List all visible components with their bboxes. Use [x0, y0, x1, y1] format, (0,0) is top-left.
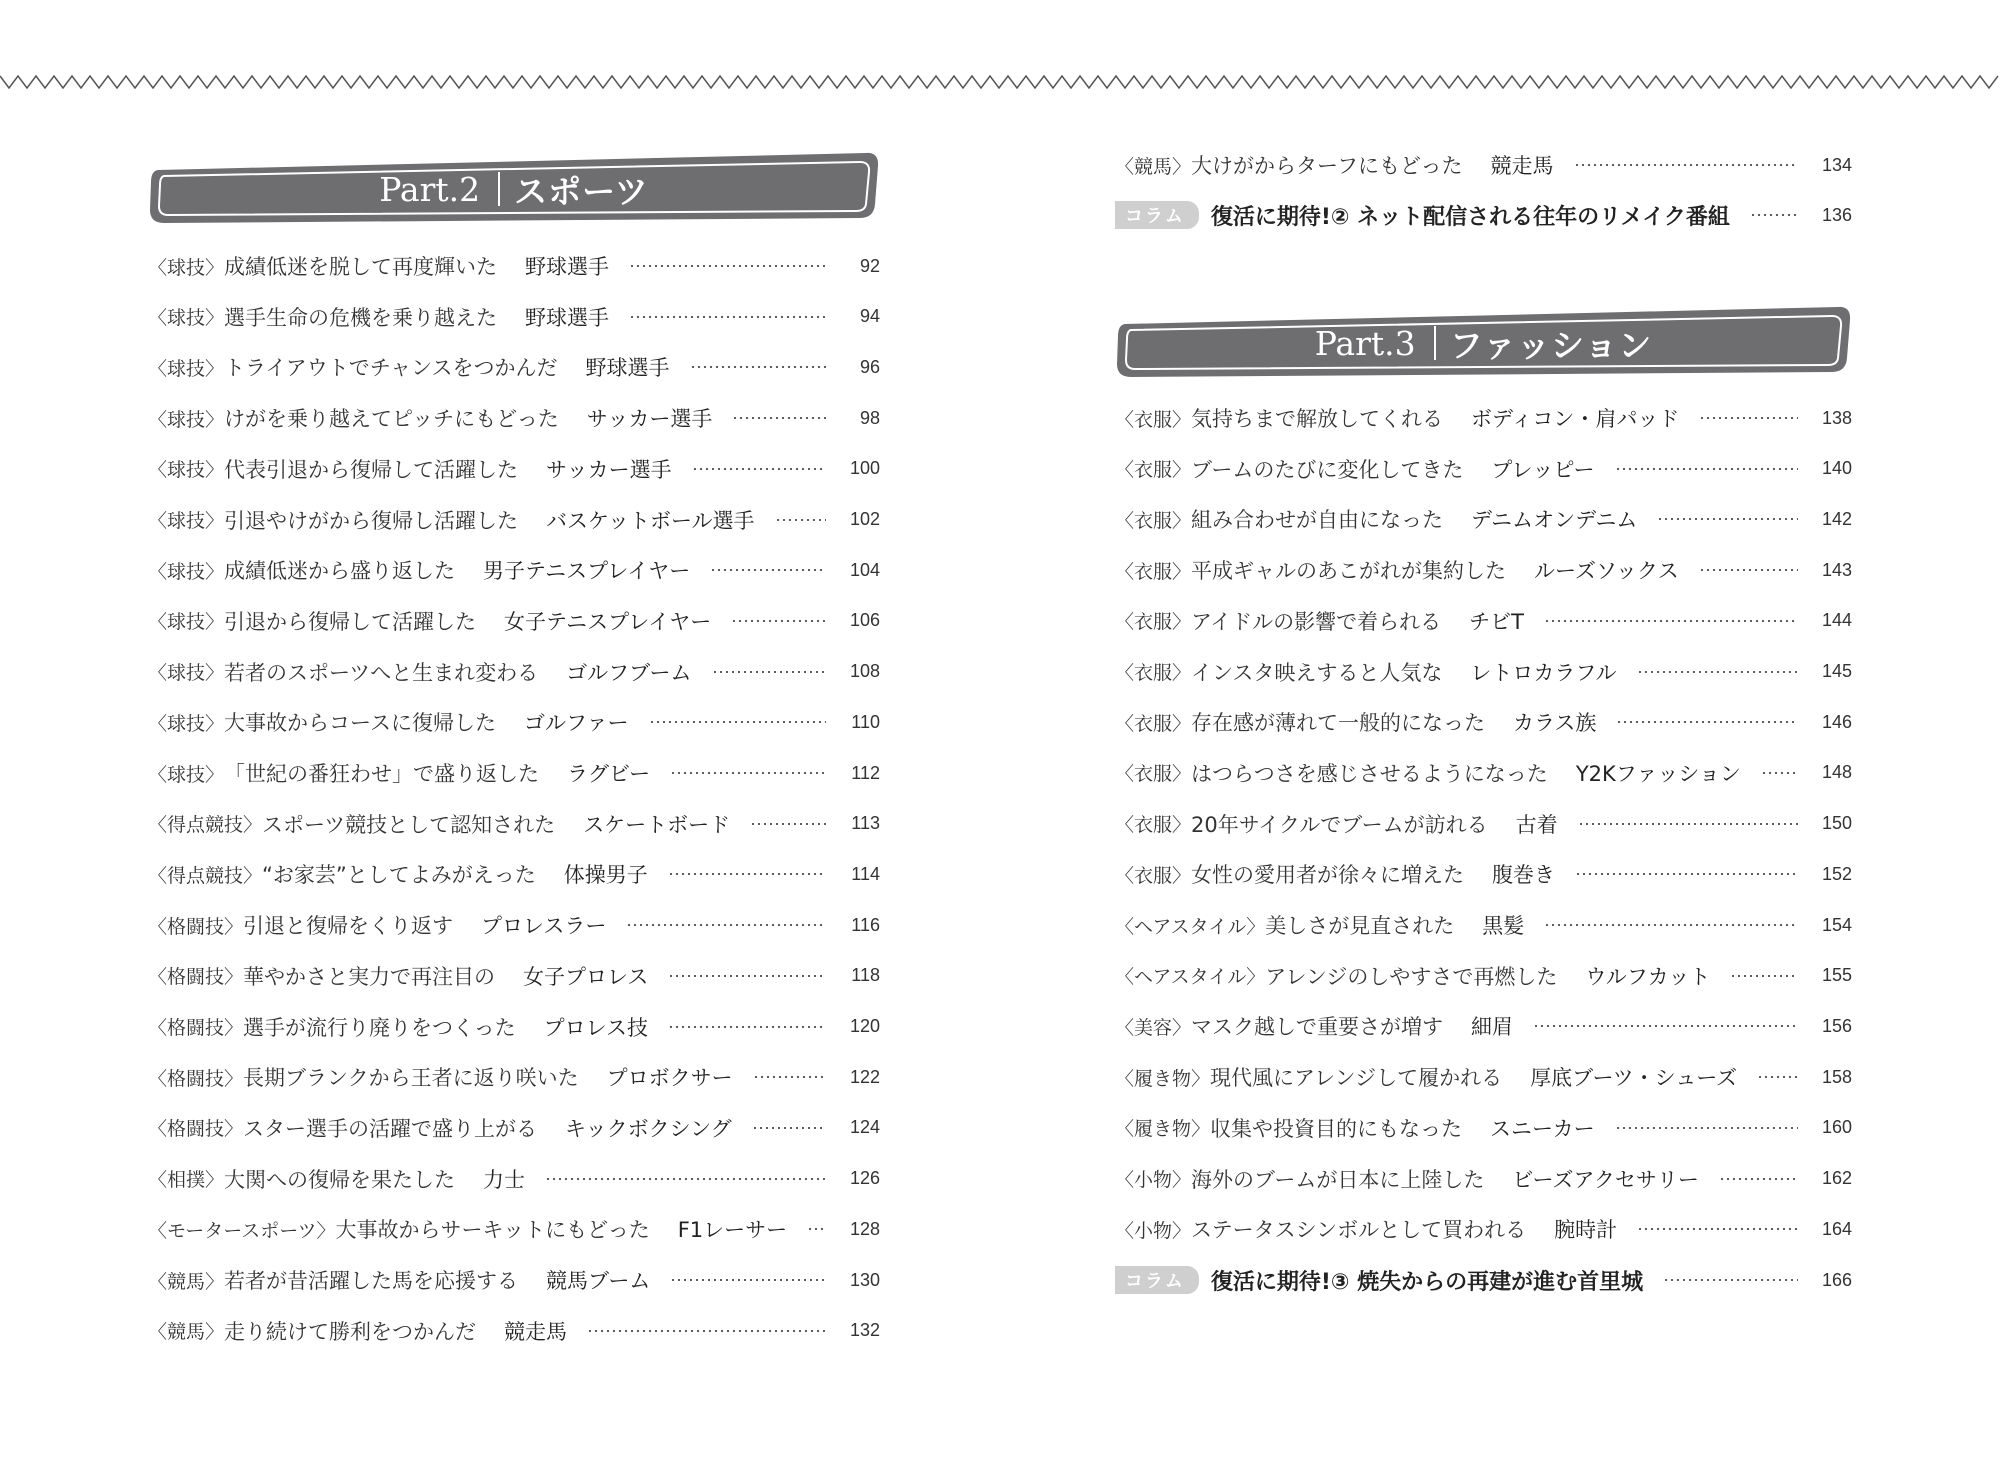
entry-page-number: 143	[1821, 559, 1852, 580]
dot-leader	[545, 1178, 826, 1180]
entry-page-number: 158	[1821, 1066, 1852, 1087]
entry-description: 選手生命の危機を乗り越えた	[224, 305, 498, 330]
entry-page-number: 145	[1821, 661, 1852, 681]
entry-description: 20年サイクルでブームが訪れる	[1191, 812, 1488, 837]
entry-subject: 男子テニスプレイヤー	[483, 559, 691, 584]
dot-leader	[1544, 924, 1798, 926]
toc-entry[interactable]	[1115, 601, 1852, 641]
entry-category: 〈球技〉	[148, 357, 225, 380]
entry-description: トライアウトでチャンスをつかんだ	[224, 356, 558, 381]
column-entry-3[interactable]	[1115, 1260, 1852, 1300]
entry-category: 〈衣服〉	[1115, 662, 1192, 684]
entry-page-number: 160	[1821, 1117, 1852, 1138]
entry-category: 〈格闘技〉	[148, 966, 244, 989]
entry-subject: 体操男子	[563, 863, 648, 888]
entry-subject: 細眉	[1471, 1015, 1514, 1040]
toc-entry[interactable]	[148, 1057, 880, 1097]
dot-leader	[1750, 214, 1798, 216]
entry-category: 〈格闘技〉	[148, 1067, 244, 1090]
entry-subject: スニーカー	[1490, 1116, 1595, 1141]
entry-description: 大けがからターフにもどった	[1191, 154, 1463, 178]
entry-page-number: 106	[849, 610, 880, 631]
entry-category: 〈衣服〉	[1115, 509, 1192, 532]
dot-leader	[1663, 1279, 1798, 1281]
dot-leader	[629, 316, 826, 318]
dot-leader	[670, 1279, 826, 1281]
toc-entry[interactable]	[148, 702, 880, 742]
entry-description: 引退から復帰して活躍した	[224, 609, 477, 634]
entry-subject: 黒髪	[1482, 914, 1525, 938]
entry-category: 〈衣服〉	[1115, 611, 1192, 634]
entry-description: 大関への復帰を果たした	[224, 1167, 456, 1192]
entry-category: 〈ヘアスタイル〉	[1115, 966, 1266, 989]
entry-subject: F1レーサー	[677, 1218, 788, 1243]
toc-entry[interactable]	[148, 753, 880, 793]
entry-page-number: 98	[859, 407, 880, 428]
dot-leader	[1637, 1228, 1798, 1230]
entry-category: 〈競馬〉	[148, 1270, 225, 1293]
dot-leader	[1699, 569, 1798, 571]
dot-leader	[626, 924, 826, 926]
entry-page-number: 155	[1821, 965, 1852, 986]
entry-description: 若者が昔活躍した馬を応援する	[224, 1269, 519, 1293]
entry-subject: ボディコン・肩パッド	[1471, 407, 1680, 431]
entry-category: 〈履き物〉	[1115, 1067, 1211, 1090]
entry-description: アイドルの影響で着られる	[1191, 609, 1442, 634]
entry-subject: 野球選手	[525, 305, 610, 330]
toc-entry[interactable]	[148, 854, 880, 894]
entry-description: けがを乗り越えてピッチにもどった	[224, 407, 559, 432]
entry-description: マスク越しで重要さが増す	[1191, 1015, 1444, 1040]
entry-subject: ルーズソックス	[1534, 559, 1679, 584]
dot-leader	[807, 1228, 826, 1230]
dot-leader	[1574, 164, 1798, 166]
entry-page-number: 100	[849, 458, 880, 479]
entry-category: 〈ヘアスタイル〉	[1115, 915, 1266, 938]
entry-page-number: 114	[851, 863, 880, 884]
entry-description: 大事故からサーキットにもどった	[335, 1218, 650, 1243]
dot-leader	[1575, 873, 1798, 875]
entry-page-number: 136	[1821, 204, 1852, 225]
entry-category: 〈競馬〉	[1115, 155, 1192, 178]
dot-leader	[668, 873, 826, 875]
toc-entry[interactable]	[148, 956, 880, 996]
dot-leader	[1533, 1025, 1798, 1027]
dot-leader	[1544, 620, 1798, 622]
entry-subject: 女子テニスプレイヤー	[504, 609, 712, 634]
entry-subject: デニムオンデニム	[1471, 508, 1638, 533]
entry-subject: 腕時計	[1554, 1218, 1618, 1243]
entry-page-number: 150	[1821, 813, 1852, 834]
dot-leader	[750, 823, 826, 825]
entry-description: “お家芸”としてよみがえった	[262, 863, 536, 888]
entry-description: 美しさが見直された	[1265, 914, 1455, 938]
entry-category: 〈球技〉	[148, 560, 225, 583]
entry-page-number: 166	[1821, 1269, 1852, 1290]
dot-leader	[649, 721, 826, 723]
toc-entry[interactable]	[1115, 449, 1852, 489]
entry-description: 大事故からコースに復帰した	[224, 711, 496, 736]
entry-category: 〈衣服〉	[1115, 814, 1192, 837]
entry-category: 〈球技〉	[148, 256, 225, 279]
entry-page-number: 92	[859, 255, 880, 276]
dot-leader	[1757, 1076, 1798, 1078]
toc-entry[interactable]	[1115, 499, 1852, 539]
toc-entry[interactable]	[148, 1209, 880, 1249]
entry-subject: ゴルフブーム	[566, 660, 692, 685]
entry-description: 成績低迷から盛り返した	[224, 559, 456, 584]
entry-page-number: 102	[849, 509, 880, 529]
entry-category: 〈相撲〉	[148, 1169, 225, 1192]
entry-subject: カラス族	[1513, 711, 1597, 736]
toc-entry[interactable]	[148, 1159, 880, 1199]
dot-leader	[668, 975, 826, 977]
entry-category: 〈得点競技〉	[148, 864, 263, 887]
toc-entry[interactable]	[148, 1108, 880, 1148]
entry-page-number: 122	[849, 1066, 880, 1087]
dot-leader	[752, 1127, 826, 1129]
entry-page-number: 126	[849, 1168, 880, 1189]
entry-category: 〈競馬〉	[148, 1321, 225, 1344]
entry-subject: 力士	[483, 1167, 526, 1192]
entry-category: 〈小物〉	[1115, 1219, 1192, 1242]
entry-subject: 野球選手	[525, 255, 610, 279]
part-3-header	[1115, 304, 1852, 378]
dot-leader	[1578, 823, 1798, 825]
entry-description: はつらつさを感じさせるようになった	[1191, 761, 1548, 786]
entry-subject: サッカー選手	[586, 407, 713, 432]
dot-leader	[775, 519, 826, 521]
entry-subject: プロレスラー	[481, 914, 607, 939]
entry-category: 〈衣服〉	[1115, 712, 1192, 735]
entry-subject: バスケットボール選手	[546, 508, 755, 533]
toc-entry[interactable]	[1115, 550, 1852, 590]
entry-page-number: 104	[849, 559, 880, 580]
entry-category: 〈球技〉	[148, 459, 225, 482]
toc-entry[interactable]	[1115, 1006, 1852, 1046]
toc-entry[interactable]	[148, 297, 880, 337]
entry-page-number: 134	[1821, 154, 1852, 175]
dot-leader	[1699, 417, 1798, 419]
entry-category: 〈球技〉	[148, 307, 225, 330]
entry-category: 〈衣服〉	[1115, 763, 1192, 786]
dot-leader	[732, 417, 826, 419]
entry-subject: プレッピー	[1491, 457, 1595, 482]
entry-page-number: 116	[851, 914, 880, 935]
entry-description: 組み合わせが自由になった	[1191, 508, 1444, 533]
dot-leader	[753, 1076, 826, 1078]
column-badge: コラム	[1115, 201, 1199, 229]
dot-leader	[690, 366, 827, 368]
dot-leader	[710, 569, 826, 571]
part-name: ファッション	[1449, 325, 1653, 365]
dot-leader	[712, 671, 826, 673]
entry-subject: キックボクシング	[565, 1116, 732, 1141]
entry-category: 〈衣服〉	[1115, 864, 1192, 887]
entry-page-number: 142	[1821, 508, 1852, 529]
entry-description: 引退やけがから復帰し活躍した	[224, 508, 519, 533]
entry-page-number: 144	[1821, 610, 1852, 631]
toc-entry[interactable]	[148, 449, 880, 489]
entry-subject: プロボクサー	[606, 1066, 733, 1091]
entry-page-number: 120	[849, 1016, 880, 1036]
entry-description: 収集や投資目的にもなった	[1210, 1116, 1463, 1141]
toc-entry[interactable]	[148, 398, 880, 438]
entry-description: 気持ちまで解放してくれる	[1191, 407, 1444, 431]
entry-description: 成績低迷を脱して再度輝いた	[224, 255, 498, 279]
dot-leader	[1719, 1178, 1798, 1180]
toc-entry[interactable]	[148, 652, 880, 692]
column-badge: コラム	[1115, 1266, 1199, 1294]
entry-category: 〈球技〉	[148, 712, 225, 735]
part-separator	[1434, 326, 1436, 360]
entry-page-number: 152	[1821, 863, 1852, 884]
entry-subject: 競走馬	[1490, 154, 1554, 178]
entry-category: 〈球技〉	[148, 763, 225, 786]
dot-leader	[1761, 772, 1798, 774]
entry-page-number: 156	[1821, 1015, 1852, 1036]
entry-subject: 古着	[1515, 812, 1558, 837]
toc-entry[interactable]	[148, 1311, 880, 1351]
dot-leader	[670, 772, 826, 774]
entry-description: 若者のスポーツへと生まれ変わる	[224, 660, 539, 685]
entry-description: インスタ映えすると人気な	[1191, 660, 1443, 685]
entry-description: 海外のブームが日本に上陸した	[1191, 1167, 1485, 1192]
toc-entry[interactable]	[1115, 145, 1852, 185]
toc-entry[interactable]	[148, 905, 880, 945]
entry-subject: サッカー選手	[546, 457, 672, 482]
entry-subject: ウルフカット	[1585, 964, 1711, 989]
entry-page-number: 140	[1821, 458, 1852, 479]
toc-entry[interactable]	[148, 246, 880, 286]
entry-page-number: 118	[851, 965, 880, 986]
entry-description: 華やかさと実力で再注目の	[243, 964, 496, 989]
entry-subject: 女子プロレス	[523, 964, 649, 989]
dot-leader	[692, 468, 826, 470]
entry-subject: 野球選手	[585, 356, 670, 381]
entry-description: 女性の愛用者が徐々に増えた	[1191, 863, 1465, 888]
toc-entry[interactable]	[1115, 652, 1852, 692]
toc-entry[interactable]	[148, 601, 880, 641]
entry-category: 〈球技〉	[148, 662, 225, 685]
entry-subject: ビーズアクセサリー	[1512, 1167, 1699, 1192]
entry-page-number: 162	[1821, 1168, 1852, 1188]
entry-category: 〈衣服〉	[1115, 560, 1192, 583]
entry-description: アレンジのしやすさで再燃した	[1265, 964, 1558, 989]
toc-entry[interactable]	[1115, 1108, 1852, 1148]
entry-page-number: 108	[849, 661, 880, 682]
toc-entry[interactable]	[1115, 702, 1852, 742]
part-label: Part.3	[1314, 323, 1416, 363]
entry-category: 〈履き物〉	[1115, 1118, 1211, 1141]
zigzag-border	[0, 72, 2000, 96]
dot-leader	[1637, 671, 1798, 673]
entry-category: 〈衣服〉	[1115, 459, 1192, 482]
entry-category: 〈格闘技〉	[148, 1118, 244, 1141]
entry-category: 〈格闘技〉	[148, 915, 244, 938]
dot-leader	[1616, 721, 1798, 723]
entry-page-number: 148	[1821, 762, 1852, 783]
toc-entry[interactable]	[148, 1007, 880, 1047]
entry-page-number: 132	[849, 1320, 880, 1341]
entry-page-number: 110	[851, 711, 880, 732]
entry-subject: 厚底ブーツ・シューズ	[1530, 1066, 1738, 1091]
part-label: Part.2	[379, 169, 481, 209]
entry-description: 代表引退から復帰して活躍した	[224, 457, 519, 482]
entry-description: 「世紀の番狂わせ」で盛り返した	[224, 762, 540, 786]
toc-entry[interactable]	[1115, 1057, 1852, 1097]
toc-entry[interactable]	[1115, 1159, 1852, 1199]
entry-category: 〈美容〉	[1115, 1016, 1192, 1039]
part-2-header	[148, 150, 880, 224]
entry-category: 〈モータースポーツ〉	[148, 1219, 336, 1242]
toc-entry[interactable]	[1115, 398, 1852, 438]
entry-description: ステータスシンボルとして買われる	[1191, 1218, 1527, 1243]
entry-description: スター選手の活躍で盛り上がる	[243, 1116, 538, 1141]
toc-entry[interactable]	[1115, 1209, 1852, 1249]
toc-entry[interactable]	[1115, 905, 1852, 945]
toc-entry[interactable]	[1115, 854, 1852, 894]
entry-page-number: 113	[851, 813, 880, 834]
toc-entry[interactable]	[1115, 753, 1852, 793]
entry-subject: 腹巻き	[1492, 863, 1556, 888]
entry-page-number: 130	[849, 1269, 880, 1290]
entry-page-number: 94	[859, 306, 880, 327]
column-title: 復活に期待!② ネット配信される往年のリメイク番組	[1210, 204, 1730, 230]
entry-page-number: 112	[851, 762, 880, 783]
entry-subject: 競走馬	[504, 1319, 568, 1344]
toc-entry[interactable]	[148, 804, 880, 844]
entry-category: 〈球技〉	[148, 611, 225, 634]
entry-subject: レトロカラフル	[1470, 660, 1617, 685]
column-entry-2[interactable]	[1115, 195, 1852, 235]
entry-category: 〈格闘技〉	[148, 1017, 244, 1039]
dot-leader	[731, 620, 826, 622]
dot-leader	[1657, 518, 1798, 520]
entry-description: 長期ブランクから王者に返り咲いた	[243, 1066, 579, 1091]
dot-leader	[1615, 1127, 1798, 1129]
entry-page-number: 124	[849, 1117, 880, 1138]
entry-page-number: 146	[1821, 711, 1852, 732]
entry-page-number: 164	[1821, 1218, 1852, 1239]
toc-entry[interactable]	[1115, 956, 1852, 996]
entry-subject: Y2Kファッション	[1575, 761, 1741, 786]
entry-description: 選手が流行り廃りをつくった	[243, 1015, 516, 1040]
entry-subject: スケートボード	[583, 812, 731, 837]
entry-subject: チビT	[1469, 609, 1524, 634]
part-separator	[498, 172, 500, 206]
entry-description: 平成ギャルのあこがれが集約した	[1191, 559, 1507, 584]
dot-leader	[587, 1330, 826, 1332]
entry-description: 現代風にアレンジして履かれる	[1210, 1066, 1503, 1091]
dot-leader	[668, 1026, 826, 1028]
column-title: 復活に期待!③ 焼失からの再建が進む首里城	[1210, 1269, 1644, 1295]
entry-description: 走り続けて勝利をつかんだ	[224, 1319, 477, 1344]
entry-page-number: 154	[1821, 914, 1852, 935]
toc-entry[interactable]	[148, 500, 880, 540]
dot-leader	[629, 265, 826, 267]
dot-leader	[1730, 975, 1798, 977]
dot-leader	[1615, 468, 1798, 470]
entry-subject: ゴルファー	[523, 711, 629, 736]
entry-description: スポーツ競技として認知された	[262, 812, 556, 837]
entry-page-number: 128	[849, 1218, 880, 1239]
part-name: スポーツ	[514, 171, 649, 211]
entry-page-number: 138	[1821, 407, 1852, 428]
entry-category: 〈球技〉	[148, 408, 225, 431]
toc-entry[interactable]	[1115, 804, 1852, 844]
entry-description: ブームのたびに変化してきた	[1191, 457, 1464, 482]
entry-category: 〈衣服〉	[1115, 408, 1192, 431]
toc-entry[interactable]	[148, 347, 880, 387]
entry-subject: ラグビー	[567, 762, 651, 786]
toc-entry[interactable]	[148, 1260, 880, 1300]
entry-subject: 競馬ブーム	[546, 1269, 651, 1293]
entry-category: 〈小物〉	[1115, 1169, 1192, 1191]
entry-subject: プロレス技	[543, 1015, 648, 1040]
toc-entry[interactable]	[148, 550, 880, 590]
entry-page-number: 96	[859, 356, 880, 377]
entry-category: 〈球技〉	[148, 510, 225, 532]
entry-description: 存在感が薄れて一般的になった	[1191, 711, 1486, 736]
entry-description: 引退と復帰をくり返す	[243, 914, 454, 939]
entry-category: 〈得点競技〉	[148, 814, 263, 837]
